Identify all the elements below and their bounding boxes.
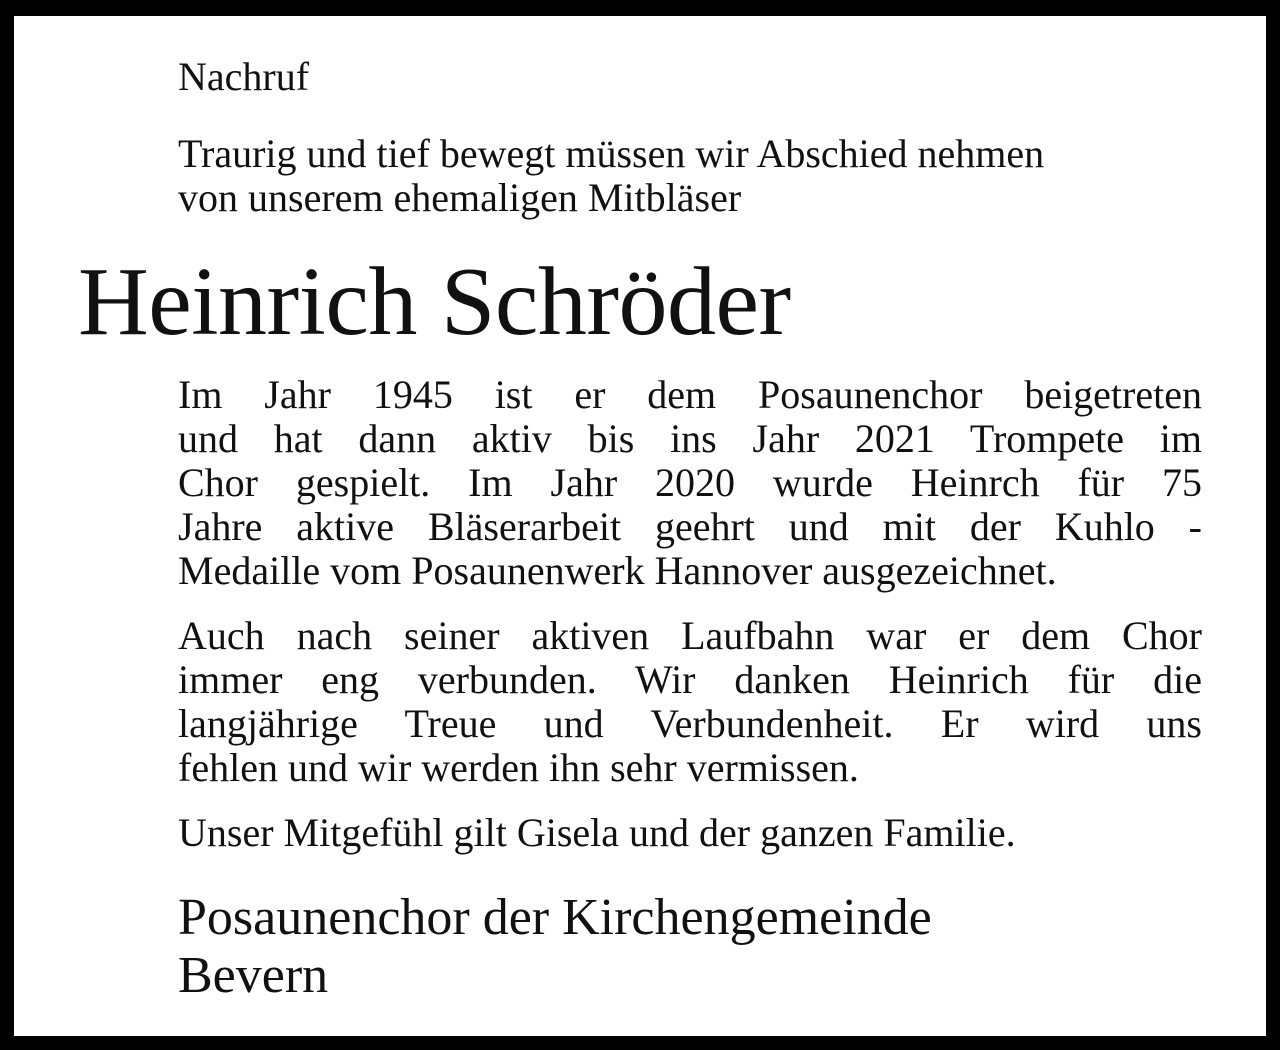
paragraph-membership (178, 373, 1202, 593)
text-line: immer eng verbunden. Wir danken Heinrich für die (178, 657, 1202, 702)
intro-text (178, 132, 1208, 220)
signature-line: Posaunenchor der Kirchengemeinde (178, 889, 932, 946)
text-line: Unser Mitgefühl gilt Gisela und der ganzen Familie. (178, 810, 1016, 855)
notice-label: Nachruf (178, 54, 310, 99)
text-line: fehlen und wir werden ihn sehr vermissen. (178, 745, 859, 790)
text-line: Medaille vom Posaunenwerk Hannover ausgezeichnet. (178, 548, 1057, 593)
signature-line: Bevern (178, 947, 329, 1004)
text-line: Im Jahr 1945 ist er dem Posaunenchor beigetreten (178, 372, 1202, 417)
paragraph-condolence (178, 811, 1202, 855)
signature (178, 889, 932, 1005)
deceased-name: Heinrich Schröder (78, 248, 791, 356)
paragraph-gratitude (178, 614, 1202, 790)
text-line: und hat dann aktiv bis ins Jahr 2021 Trompete im (178, 416, 1202, 461)
text-line: langjährige Treue und Verbundenheit. Er wird uns (178, 701, 1202, 746)
text-line: Chor gespielt. Im Jahr 2020 wurde Heinrch für 75 (178, 460, 1202, 505)
intro-line: von unserem ehemaligen Mitbläser (178, 175, 742, 220)
intro-line: Traurig und tief bewegt müssen wir Abschied nehmen (178, 131, 1045, 176)
text-line: Jahre aktive Bläserarbeit geehrt und mit der Kuhlo - (178, 504, 1202, 549)
text-line: Auch nach seiner aktiven Laufbahn war er dem Chor (178, 613, 1202, 658)
